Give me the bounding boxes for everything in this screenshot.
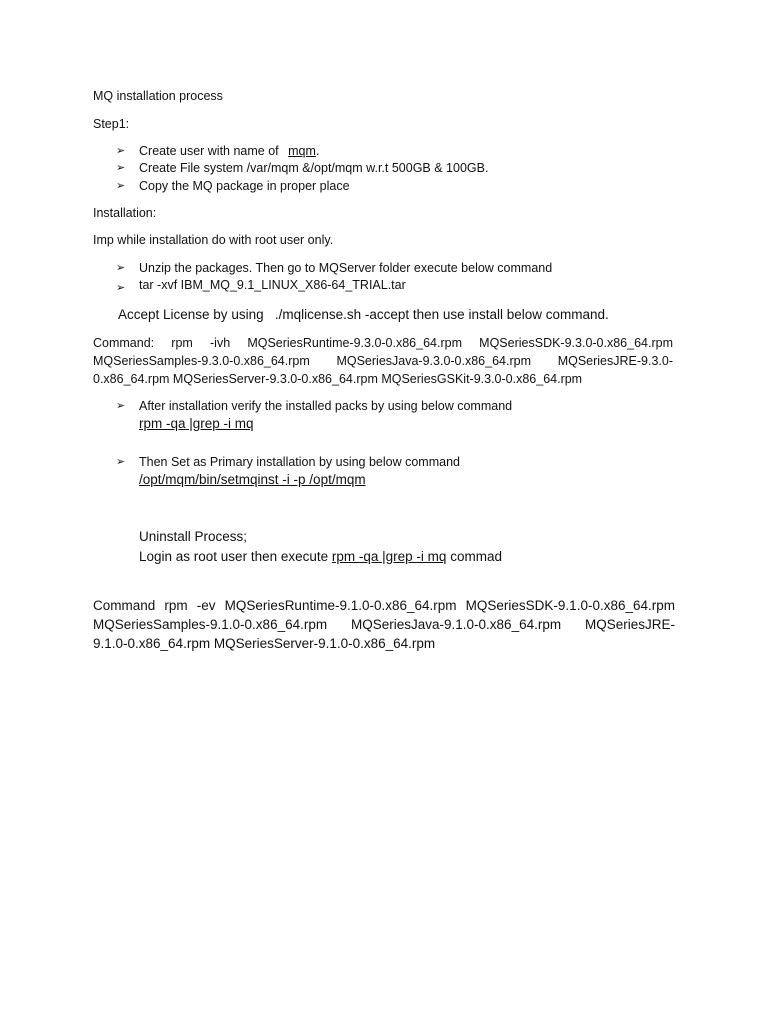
install-command-line: 0.x86_64.rpm MQSeriesServer-9.3.0-0.x86_64.rpm MQSeriesGSKit-9.3.0-0.x86_64.rpm xyxy=(93,372,583,386)
accept-license-text: Accept License by using ./mqlicense.sh -accept then use install below command. xyxy=(118,307,609,322)
list-item: Create user with name of mqm. xyxy=(139,144,320,158)
bullet-arrow-icon: ➢ xyxy=(116,282,126,294)
uninstall-instruction: Login as root user then execute rpm -qa |grep -i mq commad xyxy=(139,549,502,564)
install-command-line: Command: rpm -ivh MQSeriesRuntime-9.3.0-0.x86_64.rpm MQSeriesSDK-9.3.0-0.x86_64.rpm xyxy=(93,336,673,350)
primary-command: /opt/mqm/bin/setmqinst -i -p /opt/mqm xyxy=(139,472,366,487)
installation-heading: Installation: xyxy=(93,206,157,220)
verify-command: rpm -qa |grep -i mq xyxy=(139,416,254,431)
verify-item: After installation verify the installed packs by using below command xyxy=(139,399,513,413)
list-item: Unzip the packages. Then go to MQServer folder execute below command xyxy=(139,261,553,275)
imp-note: Imp while installation do with root user only. xyxy=(93,233,334,247)
list-item: Create File system /var/mqm &/opt/mqm w.r.t 500GB & 100GB. xyxy=(139,161,489,175)
uninstall-heading: Uninstall Process; xyxy=(139,529,248,544)
bullet-arrow-icon: ➢ xyxy=(116,180,126,192)
list-item: tar -xvf IBM_MQ_9.1_LINUX_X86-64_TRIAL.tar xyxy=(139,278,406,292)
install-command-line: MQSeriesSamples-9.3.0-0.x86_64.rpm MQSeriesJava-9.3.0-0.x86_64.rpm MQSeriesJRE-9.3.0- xyxy=(93,354,673,368)
remove-command-line: Command rpm -ev MQSeriesRuntime-9.1.0-0.x86_64.rpm MQSeriesSDK-9.1.0-0.x86_64.rpm xyxy=(93,598,675,613)
remove-command-line: 9.1.0-0.x86_64.rpm MQSeriesServer-9.1.0-0.x86_64.rpm xyxy=(93,636,436,651)
primary-item: Then Set as Primary installation by using below command xyxy=(139,455,460,469)
doc-title: MQ installation process xyxy=(93,89,223,103)
remove-command-line: MQSeriesSamples-9.1.0-0.x86_64.rpm MQSeriesJava-9.1.0-0.x86_64.rpm MQSeriesJRE- xyxy=(93,617,675,632)
bullet-arrow-icon: ➢ xyxy=(116,400,126,412)
step1-heading: Step1: xyxy=(93,117,130,131)
bullet-arrow-icon: ➢ xyxy=(116,162,126,174)
bullet-arrow-icon: ➢ xyxy=(116,145,126,157)
bullet-arrow-icon: ➢ xyxy=(116,262,126,274)
bullet-arrow-icon: ➢ xyxy=(116,456,126,468)
list-item: Copy the MQ package in proper place xyxy=(139,179,350,193)
